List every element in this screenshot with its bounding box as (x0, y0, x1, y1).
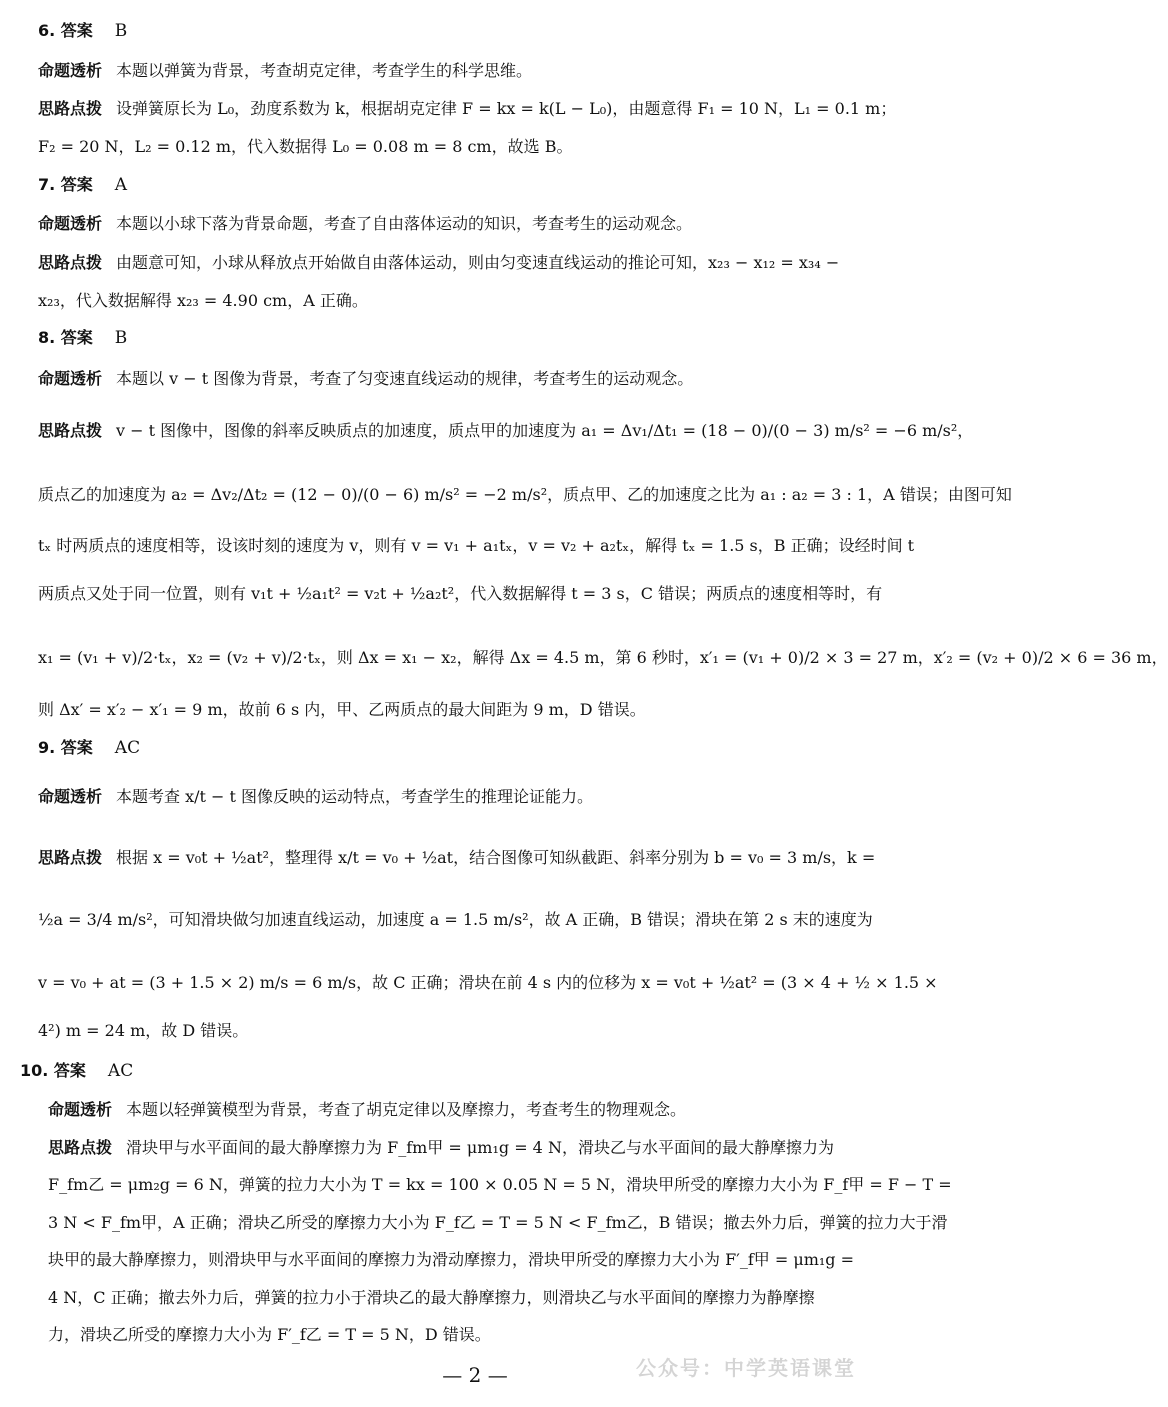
q10-header: 10. 答案 AC (20, 1061, 134, 1081)
q10-solution: 思路点拨 滑块甲与水平面间的最大静摩擦力为 F_fm甲 = μm₁g = 4 N，滑块乙与水平面间的最大静摩擦力为 (48, 1138, 834, 1157)
q8-header: 8. 答案 B (38, 328, 128, 348)
q7-solution-cont: x₂₃，代入数据解得 x₂₃ = 4.90 cm，A 正确。 (38, 291, 368, 310)
q10-line-3: 3 N < F_fm甲，A 正确；滑块乙所受的摩擦力大小为 F_f乙 = T = 5 N < F_fm乙，B 错误；撤去外力后，弹簧的拉力大于滑 (48, 1213, 948, 1232)
q9-line-4: 4²) m = 24 m，故 D 错误。 (38, 1021, 249, 1040)
q10-analysis: 命题透析 本题以轻弹簧模型为背景，考查了胡克定律以及摩擦力，考查考生的物理观念。 (48, 1100, 687, 1119)
q10-line-4: 块甲的最大静摩擦力，则滑块甲与水平面间的摩擦力为滑动摩擦力，滑块甲所受的摩擦力大小为 F′_f甲 = μm₁g = (48, 1250, 855, 1269)
q8-solution: 思路点拨 v − t 图像中，图像的斜率反映质点的加速度，质点甲的加速度为 a₁ = Δv₁/Δt₁ = (18 − 0)/(0 − 3) m/s² = −6 m/s²， (38, 421, 974, 440)
q7-solution: 思路点拨 由题意可知，小球从释放点开始做自由落体运动，则由匀变速直线运动的推论可知，x₂₃ − x₁₂ = x₃₄ − (38, 253, 840, 272)
q8-line-3: tₓ 时两质点的速度相等，设该时刻的速度为 v，则有 v = v₁ + a₁tₓ，v = v₂ + a₂tₓ，解得 tₓ = 1.5 s，B 正确；设经时间 t (38, 536, 915, 555)
q6-solution-cont: F₂ = 20 N，L₂ = 0.12 m，代入数据得 L₀ = 0.08 m = 8 cm，故选 B。 (38, 137, 573, 156)
q7-analysis: 命题透析 本题以小球下落为背景命题，考查了自由落体运动的知识，考查考生的运动观念。 (38, 214, 693, 233)
q10-line-2: F_fm乙 = μm₂g = 6 N，弹簧的拉力大小为 T = kx = 100 × 0.05 N = 5 N，滑块甲所受的摩擦力大小为 F_f甲 = F − T = (48, 1175, 952, 1194)
q9-analysis: 命题透析 本题考查 x/t − t 图像反映的运动特点，考查学生的推理论证能力。 (38, 787, 594, 806)
q9-line-3: v = v₀ + at = (3 + 1.5 × 2) m/s = 6 m/s，故 C 正确；滑块在前 4 s 内的位移为 x = v₀t + ½at² = (3 × 4 + ½ × 1.5 × (38, 973, 938, 992)
q9-solution: 思路点拨 根据 x = v₀t + ½at²，整理得 x/t = v₀ + ½at，结合图像可知纵截距、斜率分别为 b = v₀ = 3 m/s，k = (38, 848, 876, 867)
q8-line-6: 则 Δx′ = x′₂ − x′₁ = 9 m，故前 6 s 内，甲、乙两质点的最大间距为 9 m，D 错误。 (38, 700, 646, 719)
q7-header: 7. 答案 A (38, 175, 128, 195)
q8-line-5: x₁ = (v₁ + v)/2·tₓ，x₂ = (v₂ + v)/2·tₓ，则 Δx = x₁ − x₂，解得 Δx = 4.5 m，第 6 秒时，x′₁ = (v₁ + 0)/2 × 3 = 27 m，x′₂ = (v₂ + 0)/2 × 6 = 36 m， (38, 648, 1168, 667)
watermark: 公众号：中学英语课堂 (636, 1356, 856, 1380)
q8-line-4: 两质点又处于同一位置，则有 v₁t + ½a₁t² = v₂t + ½a₂t²，代入数据解得 t = 3 s，C 错误；两质点的速度相等时，有 (38, 584, 883, 603)
q9-line-2: ½a = 3/4 m/s²，可知滑块做匀加速直线运动，加速度 a = 1.5 m/s²，故 A 正确，B 错误；滑块在第 2 s 末的速度为 (38, 910, 873, 929)
q6-answer: B (114, 21, 128, 41)
q8-line-2: 质点乙的加速度为 a₂ = Δv₂/Δt₂ = (12 − 0)/(0 − 6) m/s² = −2 m/s²，质点甲、乙的加速度之比为 a₁ : a₂ = 3 : 1，A 错误；由图可知 (38, 485, 1012, 504)
q8-analysis: 命题透析 本题以 v − t 图像为背景，考查了匀变速直线运动的规律，考查考生的运动观念。 (38, 369, 694, 388)
q10-line-6: 力，滑块乙所受的摩擦力大小为 F′_f乙 = T = 5 N，D 错误。 (48, 1325, 491, 1344)
q6-label: 6. 答案 (38, 21, 93, 40)
q6-header (38, 18, 930, 44)
q9-header: 9. 答案 AC (38, 738, 141, 758)
q10-line-5: 4 N，C 正确；撤去外力后，弹簧的拉力小于滑块乙的最大静摩擦力，则滑块乙与水平面间的摩擦力为静摩擦 (48, 1288, 815, 1307)
page-number: — 2 — (442, 1363, 508, 1387)
q6-analysis: 命题透析 本题以弹簧为背景，考查胡克定律，考查学生的科学思维。 (38, 61, 533, 80)
q6-solution: 思路点拨 设弹簧原长为 L₀，劲度系数为 k，根据胡克定律 F = kx = k(L − L₀)，由题意得 F₁ = 10 N，L₁ = 0.1 m； (38, 99, 897, 118)
